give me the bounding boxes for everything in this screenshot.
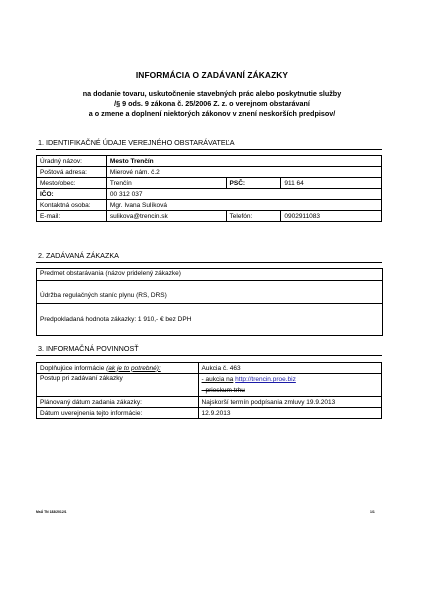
footer-code: MsÚ TN 183/2012/1: [36, 510, 67, 514]
kontakt-label: Kontaktná osoba:: [37, 200, 107, 211]
zakazka-box: [36, 268, 383, 336]
telefon-label: Telefón:: [226, 211, 281, 222]
subtitle-line-3: a o zmene a doplnení niektorých zákonov v znení neskorších predpisov/: [88, 109, 336, 119]
subtitle-line-2: /§ 9 ods. 9 zákona č. 25/2006 Z. z. o verejnom obstarávaní: [114, 99, 310, 109]
uradny-nazov-label: Úradný názov:: [37, 156, 107, 167]
postup-value: [198, 374, 381, 397]
doplnujuce-note: (ak je to potrebné):: [106, 364, 161, 372]
psc-label: PSČ:: [226, 178, 281, 189]
section-1-heading: 1. IDENTIFIKAČNÉ ÚDAJE VEREJNÉHO OBSTARÁVATEĽA: [38, 138, 235, 147]
doplnujuce-label: Doplňujúce informácie (ak je to potrebné):: [37, 363, 199, 374]
ico-label: IČO:: [37, 189, 107, 200]
document-title: INFORMÁCIA O ZADÁVANÍ ZÁKAZKY: [135, 70, 289, 80]
mesto-label: Mesto/obec:: [37, 178, 107, 189]
predmet-label: Predmet obstarávania (názov pridelený zákazke): [40, 270, 181, 277]
telefon-value: 0902911083: [281, 211, 382, 222]
kontakt-value: Mgr. Ivana Sulíková: [106, 200, 381, 211]
predmet-value: Údržba regulačných staníc plynu (RS, DRS): [40, 292, 167, 299]
email-label: E-mail:: [37, 211, 107, 222]
section-2-rule: [36, 262, 382, 263]
section-3-rule: [36, 355, 382, 356]
postova-adresa-value: Mierové nám. č.2: [106, 167, 381, 178]
psc-value: 911 64: [281, 178, 382, 189]
postup-label: Postup pri zadávaní zákazky: [37, 374, 199, 397]
aukcia-prefix: - aukcia na: [201, 376, 234, 383]
datum-label: Dátum uverejnenia tejto informácie:: [37, 408, 199, 419]
section-3-heading: 3. INFORMAČNÁ POVINNOSŤ: [38, 344, 139, 353]
planovany-label: Plánovaný dátum zadania zákazky:: [37, 397, 199, 408]
zakazka-divider-1: [36, 280, 382, 281]
identification-table: [36, 155, 382, 222]
planovany-value: Najskorší termín podpísania zmluvy 19.9.2013: [198, 397, 381, 408]
document-subtitle: [0, 89, 424, 120]
section-2-heading: 2. ZADÁVANÁ ZÁKAZKA: [38, 251, 119, 260]
section-1-rule: [36, 149, 382, 150]
prieskum-trhu: - prieskum trhu: [201, 387, 245, 394]
informacna-povinnost-table: [36, 362, 382, 419]
ico-value: 00 312 037: [106, 189, 381, 200]
subtitle-line-1: na dodanie tovaru, uskutočnenie stavebných prác alebo poskytnutie služby: [82, 89, 342, 98]
datum-value: 12.9.2013: [198, 408, 381, 419]
zakazka-divider-2: [36, 303, 382, 304]
footer-page-number: 1/1: [370, 510, 375, 514]
predpokladana-hodnota: Predpokladaná hodnota zákazky: 1 910,- € bez DPH: [40, 316, 192, 323]
email-value: sulikova@trencin.sk: [106, 211, 226, 222]
uradny-nazov-value: Mesto Trenčín: [106, 156, 381, 167]
postova-adresa-label: Poštová adresa:: [37, 167, 107, 178]
mesto-value: Trenčín: [106, 178, 226, 189]
aukcia-link[interactable]: http://trencin.proe.biz: [235, 376, 296, 383]
doplnujuce-value: Aukcia č. 463: [198, 363, 381, 374]
